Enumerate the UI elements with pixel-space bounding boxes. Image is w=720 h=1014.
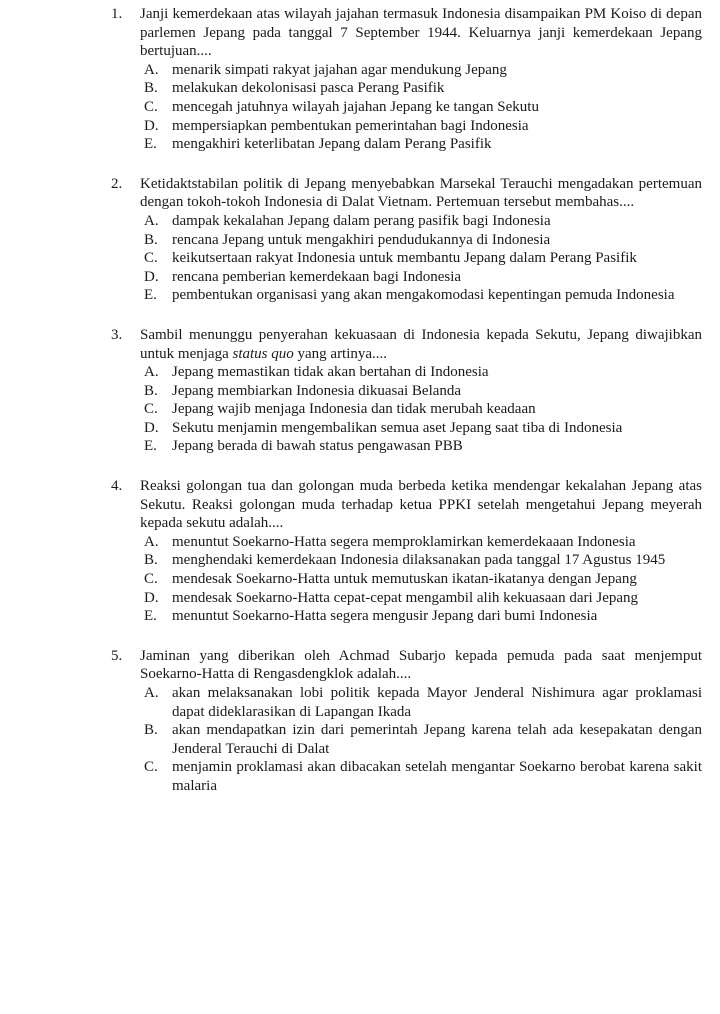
option-letter: B. <box>144 382 158 399</box>
option-c[interactable] <box>140 570 702 589</box>
option-text: keikutsertaan rakyat Indonesia untuk membantu Jepang dalam Perang Pasifik <box>172 250 637 267</box>
options-list <box>140 212 702 305</box>
option-letter: A. <box>144 61 159 78</box>
option-letter: B. <box>144 552 158 569</box>
option-text: melakukan dekolonisasi pasca Perang Pasifik <box>172 80 445 97</box>
option-text: menuntut Soekarno-Hatta segera mengusir Jepang dari bumi Indonesia <box>172 608 598 625</box>
question-number: 2. <box>111 175 123 192</box>
option-text: mengakhiri keterlibatan Jepang dalam Perang Pasifik <box>172 136 492 153</box>
option-e[interactable] <box>140 437 702 456</box>
stem-italic-term: status quo <box>232 345 294 362</box>
stem-text: yang artinya.... <box>293 345 388 362</box>
option-a[interactable] <box>140 61 702 80</box>
option-text: mempersiapkan pembentukan pemerintahan bagi Indonesia <box>172 117 529 134</box>
option-d[interactable] <box>140 419 702 438</box>
question-number: 5. <box>111 647 123 664</box>
option-letter: C. <box>144 250 158 267</box>
option-text: Jepang memastikan tidak akan bertahan di Indonesia <box>172 364 489 381</box>
option-letter: E. <box>144 608 157 625</box>
question-number: 3. <box>111 326 123 343</box>
option-letter: D. <box>144 117 159 134</box>
options-list <box>140 363 702 456</box>
option-b[interactable] <box>140 721 702 758</box>
option-b[interactable] <box>140 551 702 570</box>
option-letter: D. <box>144 419 159 436</box>
stem-text: Sambil menunggu penyerahan kekuasaan di Indonesia kepada Sekutu, Jepang diwajibkan untuk menjaga <box>140 326 702 362</box>
option-a[interactable] <box>140 684 702 721</box>
option-text: rencana Jepang untuk mengakhiri pendudukannya di Indonesia <box>172 231 551 248</box>
question-stem: Reaksi golongan tua dan golongan muda berbeda ketika mendengar kekalahan Jepang atas Sekutu. Reaksi golongan muda terhadap ketua PPKI setelah mengetahui Jepang meyerah kepada sekutu adalah.... <box>140 478 702 532</box>
option-b[interactable] <box>140 231 702 250</box>
option-text: Sekutu menjamin mengembalikan semua aset Jepang saat tiba di Indonesia <box>172 419 623 436</box>
question-stem: Ketidaktstabilan politik di Jepang menyebabkan Marsekal Terauchi mengadakan pertemuan dengan tokoh-tokoh Indonesia di Dalat Vietnam. Pertemuan tersebut membahas.... <box>140 175 702 211</box>
option-letter: A. <box>144 685 159 701</box>
question-number: 1. <box>111 6 123 22</box>
option-c[interactable] <box>140 400 702 419</box>
option-text: mendesak Soekarno-Hatta untuk memutuskan ikatan-ikatanya dengan Jepang <box>172 571 637 588</box>
option-letter: E. <box>144 136 157 153</box>
option-text: Jepang berada di bawah status pengawasan PBB <box>172 438 463 455</box>
option-e[interactable] <box>140 607 702 626</box>
option-letter: B. <box>144 80 158 97</box>
question-stem: Janji kemerdekaan atas wilayah jajahan termasuk Indonesia disampaikan PM Koiso di depan parlemen Jepang pada tanggal 7 September 1944. Keluarnya janji kemerdekaan Jepang bertujuan.... <box>140 6 702 60</box>
option-letter: C. <box>144 98 158 115</box>
question-stem: Jaminan yang diberikan oleh Achmad Subarjo kepada pemuda pada saat menjemput Soekarno-Hatta di Rengasdengklok adalah.... <box>140 647 702 683</box>
option-text: menjamin proklamasi akan dibacakan setelah mengantar Soekarno berobat karena sakit malaria <box>172 759 702 794</box>
option-text: menuntut Soekarno-Hatta segera memproklamirkan kemerdekaaan Indonesia <box>172 533 636 550</box>
option-a[interactable] <box>140 533 702 552</box>
option-letter: A. <box>144 212 159 229</box>
options-list <box>140 684 702 796</box>
option-a[interactable] <box>140 363 702 382</box>
options-list <box>140 533 702 626</box>
question-number: 4. <box>111 478 123 495</box>
option-letter: C. <box>144 401 158 418</box>
option-letter: A. <box>144 533 159 550</box>
option-text: menarik simpati rakyat jajahan agar mendukung Jepang <box>172 61 507 78</box>
question-1 <box>0 5 702 154</box>
option-e[interactable] <box>140 286 702 305</box>
option-text: mendesak Soekarno-Hatta cepat-cepat mengambil alih kekuasaan dari Jepang <box>172 589 639 606</box>
option-b[interactable] <box>140 382 702 401</box>
option-text: Jepang wajib menjaga Indonesia dan tidak merubah keadaan <box>172 401 536 418</box>
option-c[interactable] <box>140 758 702 795</box>
question-5 <box>0 647 702 796</box>
option-c[interactable] <box>140 98 702 117</box>
question-3 <box>0 326 702 456</box>
option-letter: B. <box>144 722 158 739</box>
option-letter: D. <box>144 268 159 285</box>
option-a[interactable] <box>140 212 702 231</box>
option-text: pembentukan organisasi yang akan mengakomodasi kepentingan pemuda Indonesia <box>172 287 675 304</box>
option-letter: B. <box>144 231 158 248</box>
options-list <box>140 61 702 154</box>
option-letter: C. <box>144 759 158 776</box>
option-text: Jepang membiarkan Indonesia dikuasai Belanda <box>172 382 462 399</box>
option-letter: E. <box>144 438 157 455</box>
option-text: akan melaksanakan lobi politik kepada Mayor Jenderal Nishimura agar proklamasi dapat dideklarasikan di Lapangan Ikada <box>172 685 702 720</box>
option-letter: D. <box>144 589 159 606</box>
option-d[interactable] <box>140 117 702 136</box>
option-text: mencegah jatuhnya wilayah jajahan Jepang ke tangan Sekutu <box>172 98 539 115</box>
question-stem <box>140 326 702 363</box>
option-text: menghendaki kemerdekaan Indonesia dilaksanakan pada tanggal 17 Agustus 1945 <box>172 552 666 569</box>
option-d[interactable] <box>140 268 702 287</box>
option-b[interactable] <box>140 79 702 98</box>
option-c[interactable] <box>140 249 702 268</box>
question-2 <box>0 175 702 305</box>
option-letter: E. <box>144 287 157 304</box>
option-text: rencana pemberian kemerdekaan bagi Indonesia <box>172 268 462 285</box>
option-text: akan mendapatkan izin dari pemerintah Jepang karena telah ada kesepakatan dengan Jenderal Terauchi di Dalat <box>172 722 702 757</box>
option-letter: C. <box>144 571 158 588</box>
option-letter: A. <box>144 364 159 381</box>
question-4 <box>0 477 702 626</box>
option-d[interactable] <box>140 589 702 608</box>
option-text: dampak kekalahan Jepang dalam perang pasifik bagi Indonesia <box>172 212 551 229</box>
option-e[interactable] <box>140 135 702 154</box>
